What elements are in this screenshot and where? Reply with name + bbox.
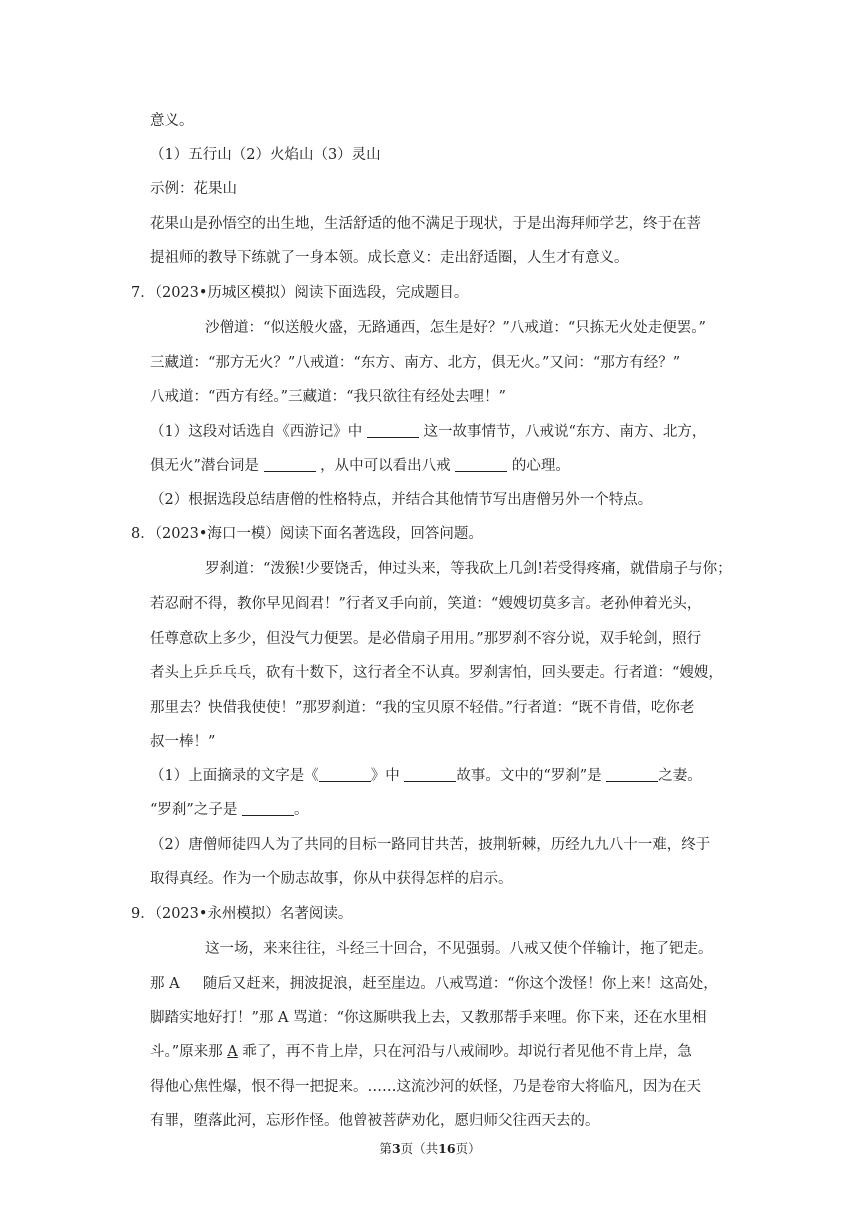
q9-passage-line: 得他心焦性爆，恨不得一把捉来。……这流沙河的妖怪，乃是卷帘大将临凡，因为在天 (150, 1079, 701, 1095)
footer-mid: 页（共 (400, 1141, 439, 1156)
q9-text: 那 A (150, 976, 180, 992)
answer-blank[interactable] (606, 767, 658, 782)
answer-blank[interactable] (455, 457, 507, 472)
q8-sub1-line2 (150, 800, 308, 820)
footer-total-pages: 16 (438, 1141, 456, 1156)
q8-sub1-line1 (150, 766, 702, 786)
footer-suffix: 页） (455, 1141, 481, 1156)
q8-passage-line: 那里去？快借我使使！”那罗刹道：“我的宝贝原不轻借。”行者道：“既不肯借，吃你老 (150, 700, 695, 716)
q9-passage-line (150, 1042, 692, 1062)
answer-blank[interactable] (367, 423, 419, 438)
q9-text: 乖了，再不肯上岸，只在河沿与八戒闹吵。却说行者见他不肯上岸，急 (242, 1044, 692, 1060)
page-footer (0, 1139, 860, 1157)
q8-sub1-text: “罗刹”之子是 (150, 802, 238, 818)
q7-sub1-line1 (150, 422, 706, 442)
answer-blank[interactable] (264, 457, 316, 472)
q7-passage-line: 三藏道：“那方无火？”八戒道：“东方、南方、北方，俱无火。”又问：“那方有经？” (150, 355, 681, 371)
q8-passage-line: 罗刹道：“泼猴!少要饶舌，伸过头来，等我砍上几剑!若受得疼痛，就借扇子与你； (205, 561, 732, 577)
q8-sub1-text: 故事。文中的“罗刹”是 (456, 768, 602, 784)
q7-sub1-text: 俱无火”潜台词是 (150, 458, 259, 474)
q8-passage-line: 任尊意砍上多少，但没气力便罢。是必借扇子用用。”那罗刹不容分说，双手轮剑，照行 (150, 631, 702, 647)
q9-text: 随后又赶来，拥波捉浪，赶至崖边。八戒骂道：“你这个泼怪！你上来！这高处， (202, 976, 718, 992)
answer-line: 提祖师的教导下练就了一身本领。成长意义：走出舒适圈，人生才有意义。 (150, 250, 629, 266)
answer-line: （1）五行山（2）火焰山（3）灵山 (150, 147, 381, 163)
q8-passage-line: 者头上乒乒乓乓，砍有十数下，这行者全不认真。罗刹害怕，回头要走。行者道：“嫂嫂， (150, 665, 723, 681)
answer-line: 花果山是孙悟空的出生地，生活舒适的他不满足于现状，于是出海拜师学艺，终于在菩 (150, 216, 701, 232)
answer-line: 意义。 (150, 113, 194, 129)
question-8-header: 8．（2023•海口一模）阅读下面名著选段，回答问题。 (131, 526, 483, 542)
q8-sub1-text: 》中 (370, 768, 400, 784)
q8-sub1-text: 。 (293, 802, 309, 818)
q9-underlined-a: A (227, 1044, 238, 1060)
q9-text: 斗。”原来那 (150, 1044, 223, 1060)
footer-page-number: 3 (391, 1141, 401, 1156)
q8-sub2-line: 取得真经。作为一个励志故事，你从中获得怎样的启示。 (150, 871, 513, 887)
q9-passage-line: 这一场，来来往往，斗经三十回合，不见强弱。八戒又使个佯输计，拖了钯走。 (205, 941, 713, 957)
q7-sub1-line2 (150, 456, 570, 476)
q7-sub1-text: 的心理。 (511, 458, 570, 474)
answer-blank[interactable] (319, 767, 371, 782)
answer-blank[interactable] (242, 801, 294, 816)
q7-sub2: （2）根据选段总结唐僧的性格特点，并结合其他情节写出唐僧另外一个特点。 (150, 492, 653, 508)
q9-passage-line: 脚踏实地好打！”那 A 骂道：“你这厮哄我上去，又教那帮手来哩。你下来，还在水里相 (150, 1010, 707, 1026)
question-9-header: 9．（2023•永州模拟）名著阅读。 (131, 906, 353, 922)
q8-sub1-text: 之妻。 (658, 768, 702, 784)
q9-passage-line: 有罪，堕落此河，忘形作怪。他曾被菩萨劝化，愿归师父往西天去的。 (150, 1113, 600, 1129)
q7-sub1-text: ，从中可以看出八戒 (320, 458, 451, 474)
q7-passage-line: 八戒道：“西方有经。”三藏道：“我只欲往有经处去哩！” (150, 389, 506, 405)
q8-sub2-line: （2）唐僧师徒四人为了共同的目标一路同甘共苦，披荆斩棘，历经九九八十一难，终于 (150, 837, 711, 853)
q7-sub1-text: 这一故事情节，八戒说“东方、南方、北方， (423, 424, 707, 440)
question-7-header: 7．（2023•历城区模拟）阅读下面选段，完成题目。 (131, 285, 469, 301)
footer-prefix: 第 (379, 1141, 392, 1156)
answer-blank[interactable] (404, 767, 456, 782)
q8-sub1-text: （1）上面摘录的文字是《 (150, 768, 319, 784)
q8-passage-line: 若忍耐不得，教你早见阎君！”行者叉手向前，笑道：“嫂嫂切莫多言。老孙伸着光头， (150, 596, 702, 612)
q7-passage-line: 沙僧道：“似送般火盛，无路通西，怎生是好？”八戒道：“只拣无火处走便罢。” (205, 320, 706, 336)
q7-sub1-text: （1）这段对话选自《西游记》中 (150, 424, 363, 440)
answer-line: 示例：花果山 (150, 181, 237, 197)
q9-passage-line (150, 974, 718, 994)
q8-passage-line: 叔一棒！” (150, 734, 216, 750)
